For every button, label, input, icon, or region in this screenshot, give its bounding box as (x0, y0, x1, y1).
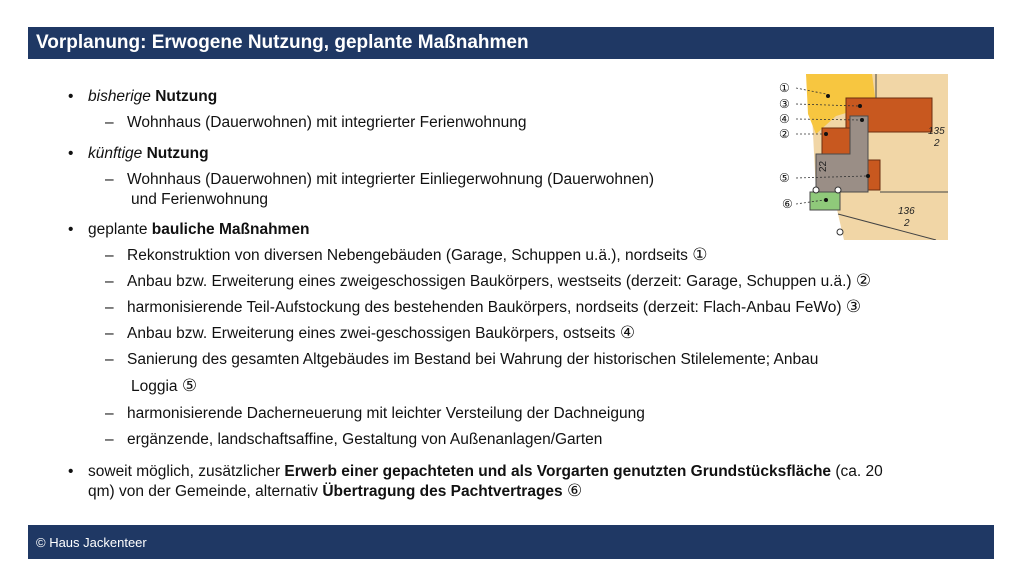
bullet-future-use (68, 144, 209, 163)
measure-text: harmonisierende Teil-Aufstockung des bestehenden Baukörpers, nordseits (derzeit: Flach-Anbau FeWo) (127, 299, 842, 316)
measure-text: Sanierung des gesamten Altgebäudes im Bestand bei Wahrung der historischen Stilelemente; Anbau (127, 351, 819, 368)
bullet-dot: • (68, 145, 74, 162)
measure-1 (105, 245, 708, 265)
dash: – (105, 171, 114, 188)
sub-item-future-use (105, 170, 654, 189)
bullet-bold: Erwerb einer gepachteten und als Vorgarten genutzten Grundstücksfläche (284, 463, 832, 480)
measure-2 (105, 271, 872, 291)
footer-copyright: © Haus Jackenteer (36, 534, 147, 550)
measure-number: ⑥ (566, 481, 583, 501)
map-label-5: ⑤ (779, 171, 790, 185)
map-label-2: ② (779, 127, 790, 141)
map-label-6: ⑥ (782, 197, 793, 211)
dash: – (105, 273, 114, 290)
measure-number: ① (692, 245, 708, 265)
house-number: 22 (818, 160, 829, 172)
measure-4 (105, 323, 636, 343)
map-label-4: ④ (779, 112, 790, 126)
marker-dot (824, 132, 828, 136)
bullet-bold: Übertragung des Pachtvertrages (322, 483, 563, 500)
marker-dot (860, 118, 864, 122)
corner-point (835, 187, 841, 193)
sub-item-current-use (105, 113, 527, 132)
sub-item-text: Wohnhaus (Dauerwohnen) mit integrierter Einliegerwohnung (Dauerwohnen) (127, 171, 654, 188)
slide-title-bar (28, 27, 994, 59)
dash: – (105, 299, 114, 316)
bullet-planned-measures (68, 220, 310, 239)
dash: – (105, 405, 114, 422)
parcel-sub-136: 2 (904, 218, 910, 229)
sub-item-text: Wohnhaus (Dauerwohnen) mit integrierter Ferienwohnung (127, 114, 527, 131)
bullet-bold: bauliche Maßnahmen (151, 221, 310, 238)
measure-text: Anbau bzw. Erweiterung eines zweigeschossigen Baukörpers, westseits (derzeit: Garage, Schuppen u.ä.) (127, 273, 852, 290)
measure-text: Anbau bzw. Erweiterung eines zwei-geschossigen Baukörpers, ostseits (127, 325, 616, 342)
parcel-sub-135: 2 (934, 138, 940, 149)
bullet-text: (ca. 20 (835, 463, 883, 480)
parcel-number-136: 136 (898, 206, 915, 217)
marker-dot (824, 198, 828, 202)
site-plan-map (776, 74, 948, 240)
map-label-3: ③ (779, 97, 790, 111)
measure-3 (105, 297, 862, 317)
measure-7 (105, 430, 603, 449)
bullet-dot: • (68, 221, 74, 238)
bullet-text: geplante (88, 221, 148, 238)
parcel-number-135: 135 (928, 126, 945, 137)
dash: – (105, 351, 114, 368)
marker-dot (826, 94, 830, 98)
dash: – (105, 325, 114, 342)
map-label-1: ① (779, 81, 790, 95)
dash: – (105, 431, 114, 448)
bullet-bold: Nutzung (155, 88, 218, 105)
measure-number: ④ (619, 323, 636, 343)
bullet-acquisition-cont (88, 482, 582, 501)
measure-5 (105, 350, 819, 369)
bullet-italic: bisherige (88, 88, 151, 105)
measure-6 (105, 404, 645, 423)
slide-title: Vorplanung: Erwogene Nutzung, geplante Maßnahmen (36, 32, 529, 53)
measure-number: ③ (845, 297, 862, 317)
bullet-dot: • (68, 88, 74, 105)
measure-number: ② (855, 271, 872, 291)
bullet-italic: künftige (88, 145, 143, 162)
bullet-acquisition (68, 462, 883, 481)
marker-dot (866, 174, 870, 178)
measure-number: ⑤ (181, 376, 198, 396)
sub-item-future-use-cont (131, 190, 268, 209)
measure-5-cont (131, 377, 197, 396)
bullet-current-use (68, 87, 218, 106)
dash: – (105, 247, 114, 264)
footer-bar (28, 525, 994, 559)
bullet-text: qm) von der Gemeinde, alternativ (88, 483, 319, 500)
bullet-text: soweit möglich, zusätzlicher (88, 463, 281, 480)
measure-text: Loggia (131, 378, 178, 395)
corner-point (837, 229, 843, 235)
dash: – (105, 114, 114, 131)
corner-point (813, 187, 819, 193)
bullet-bold: Nutzung (146, 145, 209, 162)
marker-dot (858, 104, 862, 108)
measure-text: harmonisierende Dacherneuerung mit leichter Versteilung der Dachneigung (127, 405, 645, 422)
measure-text: Rekonstruktion von diversen Nebengebäuden (Garage, Schuppen u.ä.), nordseits (127, 247, 688, 264)
bullet-dot: • (68, 463, 74, 480)
measure-text: ergänzende, landschaftsaffine, Gestaltung von Außenanlagen/Garten (127, 431, 603, 448)
sub-item-text: und Ferienwohnung (131, 191, 269, 208)
